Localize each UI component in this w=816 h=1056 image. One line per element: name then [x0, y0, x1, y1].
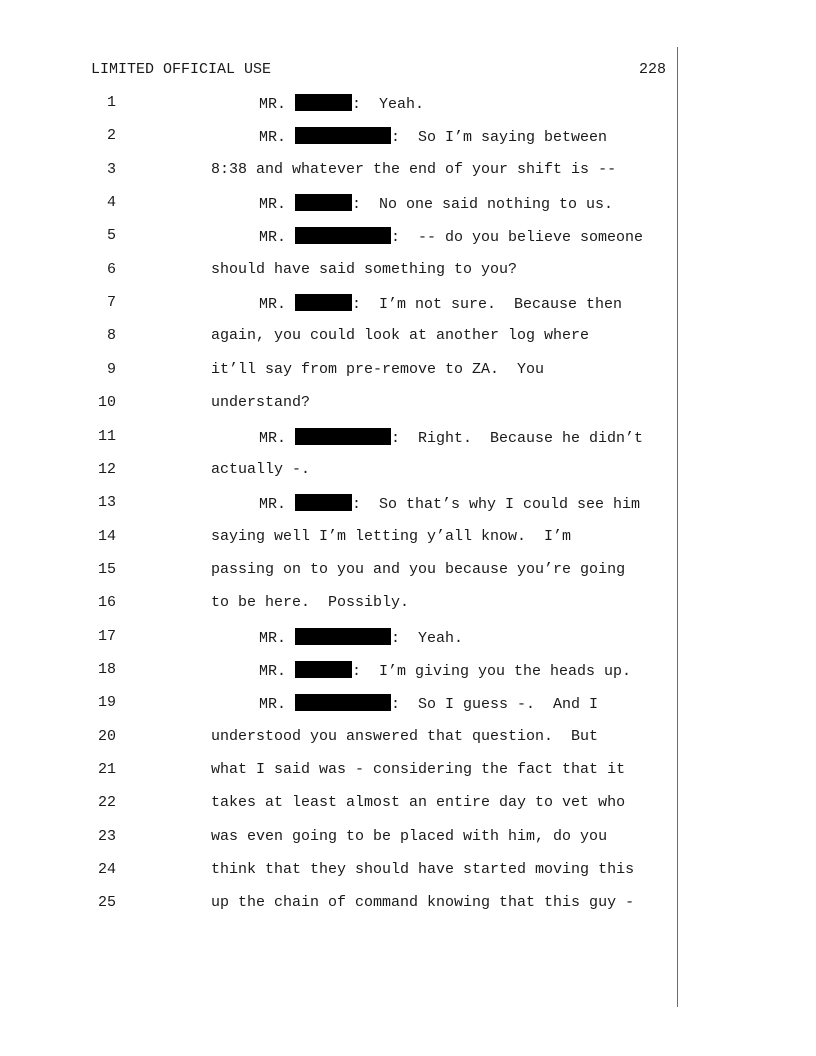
line-number: 11 [97, 427, 116, 445]
speaker-label: MR. [259, 229, 296, 247]
line-number: 13 [97, 494, 116, 512]
line-number: 8 [106, 327, 116, 345]
line-number: 6 [106, 260, 116, 278]
transcript-line [0, 761, 676, 785]
speaker-label: MR. [259, 196, 296, 214]
line-number: 9 [106, 360, 116, 378]
line-text [259, 494, 640, 513]
line-text [211, 261, 517, 278]
redaction-box [295, 227, 391, 244]
line-text [211, 461, 310, 478]
transcript-line [0, 327, 676, 351]
transcript-line [0, 894, 676, 918]
spoken-text: actually -. [211, 460, 311, 478]
transcript-line [0, 194, 676, 218]
speaker-label: MR. [259, 296, 296, 314]
spoken-text: was even going to be placed with him, do you [211, 827, 608, 845]
spoken-text: : So that’s why I could see him [352, 496, 641, 514]
spoken-text: 8:38 and whatever the end of your shift is -- [211, 160, 617, 178]
line-number: 21 [97, 761, 116, 778]
line-text [211, 861, 634, 878]
line-text [211, 894, 634, 911]
page-number: 228 [638, 61, 666, 78]
redaction-box [295, 94, 352, 111]
transcript-line [0, 294, 676, 318]
line-text [211, 361, 544, 378]
line-number: 1 [106, 94, 116, 111]
spoken-text: : I’m giving you the heads up. [352, 662, 632, 680]
line-number: 16 [97, 594, 116, 612]
speaker-label: MR. [259, 496, 296, 514]
transcript-line [0, 661, 676, 685]
line-text [259, 628, 463, 647]
line-text [211, 394, 310, 411]
transcript-line [0, 428, 676, 452]
line-number: 5 [106, 227, 116, 245]
line-number: 15 [97, 560, 116, 578]
line-number: 12 [97, 460, 116, 478]
line-number: 22 [97, 794, 116, 812]
spoken-text: should have said something to you? [211, 260, 518, 278]
transcript-line [0, 828, 676, 852]
spoken-text: to be here. Possibly. [211, 594, 410, 612]
line-text [259, 661, 631, 680]
spoken-text: up the chain of command knowing that this guy - [211, 894, 635, 912]
line-number: 17 [97, 627, 116, 645]
line-number: 19 [97, 694, 116, 712]
transcript-line [0, 227, 676, 251]
transcript-line [0, 394, 676, 418]
spoken-text: understood you answered that question. But [211, 727, 599, 745]
line-text [211, 327, 589, 344]
spoken-text: again, you could look at another log where [211, 327, 590, 345]
line-text [211, 161, 616, 178]
line-text [259, 194, 613, 213]
spoken-text: understand? [211, 394, 311, 412]
spoken-text: think that they should have started moving this [211, 861, 635, 879]
line-text [259, 227, 643, 246]
speaker-label: MR. [259, 629, 296, 647]
spoken-text: : So I guess -. And I [391, 696, 599, 714]
redaction-box [295, 428, 391, 445]
line-number: 24 [97, 861, 116, 879]
spoken-text: passing on to you and you because you’re going [211, 560, 626, 578]
line-text [211, 761, 625, 778]
spoken-text: what I said was - considering the fact that it [211, 761, 626, 778]
transcript-line [0, 861, 676, 885]
line-number: 18 [97, 660, 116, 678]
line-number: 14 [97, 527, 116, 545]
line-text [259, 294, 622, 313]
transcript-line [0, 728, 676, 752]
transcript-line [0, 594, 676, 618]
transcript-line [0, 494, 676, 518]
spoken-text: : Yeah. [352, 96, 425, 113]
transcript-line [0, 628, 676, 652]
transcript-line [0, 361, 676, 385]
transcript-line [0, 261, 676, 285]
speaker-label: MR. [259, 696, 296, 714]
line-number: 23 [97, 827, 116, 845]
transcript-line [0, 694, 676, 718]
redaction-box [295, 628, 391, 645]
line-number: 4 [106, 194, 116, 212]
redaction-box [295, 694, 391, 711]
spoken-text: saying well I’m letting y’all know. I’m [211, 527, 572, 545]
line-text [259, 127, 607, 146]
transcript-line [0, 561, 676, 585]
line-number: 3 [106, 160, 116, 178]
redaction-box [295, 194, 352, 211]
line-text [211, 594, 409, 611]
classification-header: LIMITED OFFICIAL USE [91, 61, 272, 78]
transcript-line [0, 461, 676, 485]
line-text [211, 528, 571, 545]
line-text [211, 561, 625, 578]
line-number: 10 [97, 394, 116, 412]
spoken-text: it’ll say from pre-remove to ZA. You [211, 360, 545, 378]
spoken-text: : Yeah. [391, 629, 464, 647]
spoken-text: : No one said nothing to us. [352, 196, 614, 214]
right-margin-rule [677, 47, 678, 1007]
speaker-label: MR. [259, 429, 296, 447]
line-text [259, 94, 424, 113]
transcript-line [0, 528, 676, 552]
speaker-label: MR. [259, 96, 296, 113]
line-number: 20 [97, 727, 116, 745]
redaction-box [295, 494, 352, 511]
redaction-box [295, 127, 391, 144]
line-text [259, 694, 598, 713]
spoken-text: : -- do you believe someone [391, 229, 644, 247]
line-number: 7 [106, 294, 116, 312]
spoken-text: : So I’m saying between [391, 129, 608, 147]
transcript-line [0, 94, 676, 118]
line-text [211, 828, 607, 845]
spoken-text: takes at least almost an entire day to vet who [211, 794, 626, 812]
spoken-text: : I’m not sure. Because then [352, 296, 623, 314]
speaker-label: MR. [259, 129, 296, 147]
line-number: 2 [106, 127, 116, 145]
transcript-line [0, 794, 676, 818]
speaker-label: MR. [259, 662, 296, 680]
line-text [211, 728, 598, 745]
redaction-box [295, 294, 352, 311]
spoken-text: : Right. Because he didn’t [391, 429, 644, 447]
line-text [211, 794, 625, 811]
line-number: 25 [97, 894, 116, 912]
line-text [259, 428, 643, 447]
transcript-line [0, 161, 676, 185]
transcript-line [0, 127, 676, 151]
redaction-box [295, 661, 352, 678]
